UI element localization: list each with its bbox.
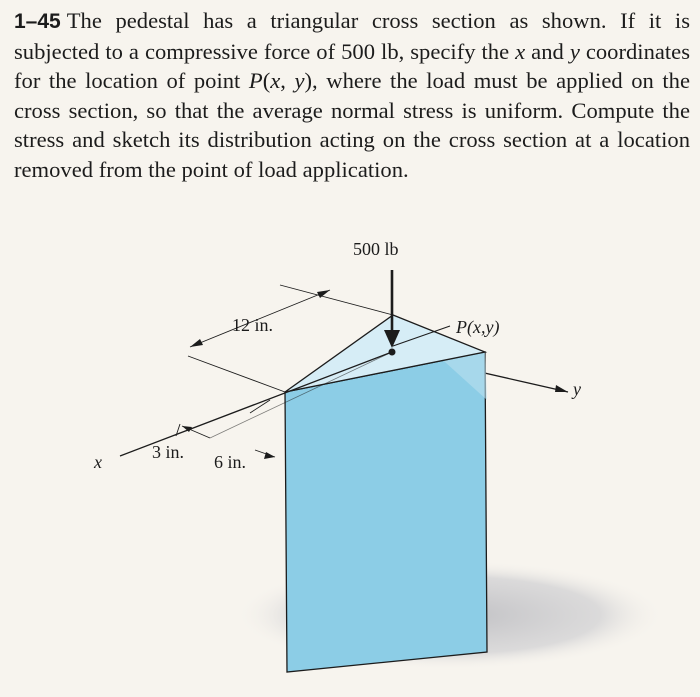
problem-variable: x (515, 38, 526, 64)
problem-number: 1–45 (14, 10, 61, 33)
load-label: 500 lb (353, 239, 399, 259)
problem-variable: P (248, 68, 263, 93)
y-axis-arrow-icon (555, 385, 568, 392)
point-label: P(x,y) (456, 317, 500, 337)
x-axis-label: x (94, 452, 102, 472)
problem-variable: x (270, 68, 281, 93)
problem-variable: y (294, 68, 305, 93)
y-axis-label: y (573, 379, 581, 399)
problem-text-run: ( (262, 68, 271, 93)
problem-text-run: , (280, 68, 295, 93)
problem-text-run: ), where the load must be applied on the cross section, so that the average normal stress is uniform. Compute the stress and sketch its distribution acting on the cross section at a location removed from the point of load application. (14, 68, 690, 182)
dim-12-ext-bottom (188, 356, 285, 392)
dim-3-label: 3 in. (152, 442, 185, 462)
dim-12-arrow-a-icon (190, 339, 203, 347)
pedestal-front-face (285, 352, 487, 672)
dim-12-label: 12 in. (232, 315, 274, 335)
dim-6-arrow-icon (264, 452, 275, 459)
problem-text-run: The pedestal has a triangular cross section as shown. If it is subjected to a compressive force of 500 lb, specify the (14, 8, 690, 64)
dim-6-label: 6 in. (214, 452, 247, 472)
load-point-marker (389, 349, 396, 356)
problem-text-run: coordinates for the location of point (14, 38, 690, 93)
problem-text-run: and (525, 38, 570, 64)
dim-12-ext-top (280, 285, 393, 315)
problem-variable: y (569, 38, 580, 64)
